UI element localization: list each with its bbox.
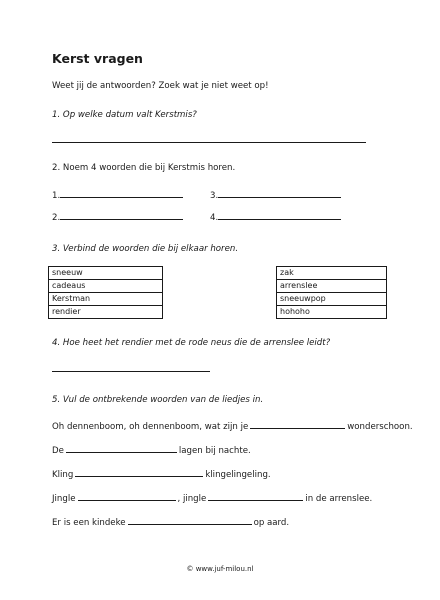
q2-number-1: 1. (52, 191, 61, 201)
match-left-item[interactable]: cadeaus (49, 280, 163, 293)
q2-blank-1[interactable] (60, 188, 183, 198)
song-line-4 (52, 491, 372, 504)
match-table-right (276, 266, 387, 319)
q2-answer-4[interactable] (210, 210, 341, 223)
match-left-item[interactable]: rendier (49, 306, 163, 319)
question-2: 2. Noem 4 woorden die bij Kerstmis horen. (52, 163, 236, 173)
song-line-2 (52, 443, 251, 456)
q2-answer-1[interactable] (52, 188, 183, 201)
match-table-left (48, 266, 163, 319)
song-text: klingelingeling. (205, 470, 271, 480)
song-blank[interactable] (128, 515, 252, 525)
match-right-item[interactable]: sneeuwpop (277, 293, 387, 306)
question-1: 1. Op welke datum valt Kerstmis? (52, 110, 197, 120)
q2-answer-2[interactable] (52, 210, 183, 223)
song-text: in de arrenslee. (305, 494, 373, 504)
page-title: Kerst vragen (52, 51, 143, 66)
q2-blank-3[interactable] (218, 188, 341, 198)
song-text: Oh dennenboom, oh dennenboom, wat zijn je (52, 422, 249, 432)
question-4: 4. Hoe heet het rendier met de rode neus die de arrenslee leidt? (52, 338, 331, 348)
match-right-item[interactable]: arrenslee (277, 280, 387, 293)
song-text: lagen bij nachte. (178, 446, 251, 456)
q2-number-2: 2. (52, 213, 61, 223)
footer-copyright: © www.juf-milou.nl (186, 565, 254, 573)
q2-number-4: 4. (210, 213, 219, 223)
song-text: Er is een kindeke (52, 518, 126, 528)
song-blank[interactable] (66, 443, 177, 453)
song-blank[interactable] (208, 491, 303, 501)
q2-blank-2[interactable] (60, 210, 183, 220)
match-left-item[interactable]: Kerstman (49, 293, 163, 306)
song-blank[interactable] (250, 419, 345, 429)
q2-number-3: 3. (210, 191, 219, 201)
match-right-item[interactable]: hohoho (277, 306, 387, 319)
answer-line-q4[interactable] (52, 371, 210, 372)
song-blank[interactable] (75, 467, 203, 477)
answer-line-q1[interactable] (52, 142, 366, 143)
match-right-item[interactable]: zak (277, 267, 387, 280)
song-text: Kling (52, 470, 74, 480)
song-text: , jingle (177, 494, 207, 504)
song-line-5 (52, 515, 289, 528)
song-text: op aard. (253, 518, 290, 528)
song-text: De (52, 446, 64, 456)
song-blank[interactable] (78, 491, 176, 501)
match-left-item[interactable]: sneeuw (49, 267, 163, 280)
q2-blank-4[interactable] (218, 210, 341, 220)
question-5: 5. Vul de ontbrekende woorden van de liedjes in. (52, 395, 264, 405)
question-3: 3. Verbind de woorden die bij elkaar horen. (52, 244, 239, 254)
intro-text: Weet jij de antwoorden? Zoek wat je niet weet op! (52, 81, 269, 91)
song-line-1 (52, 419, 413, 432)
q2-answer-3[interactable] (210, 188, 341, 201)
song-line-3 (52, 467, 271, 480)
song-text: wonderschoon. (347, 422, 413, 432)
song-text: Jingle (52, 494, 76, 504)
